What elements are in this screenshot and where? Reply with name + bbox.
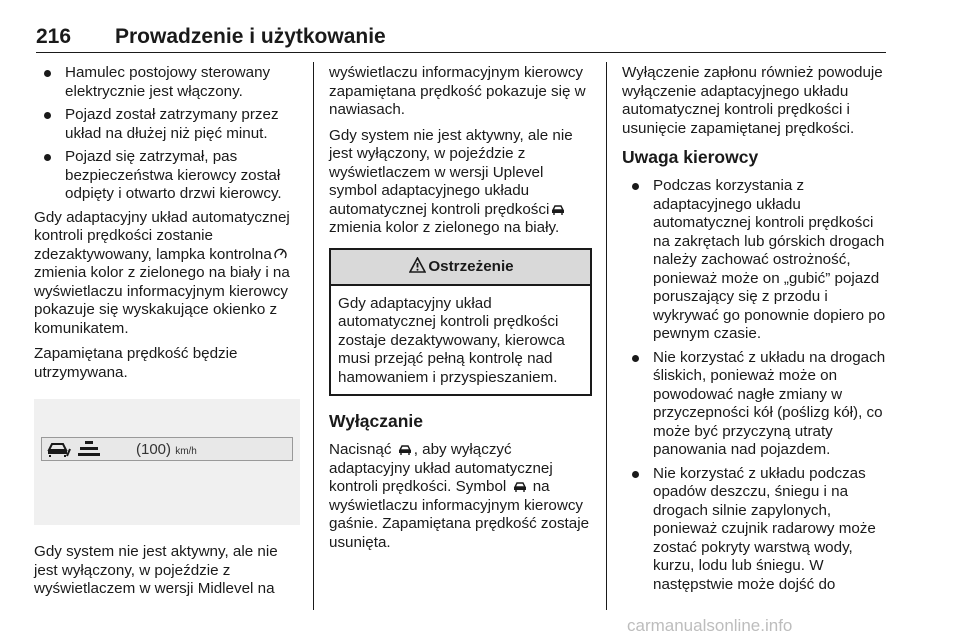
column-2 xyxy=(329,64,592,559)
warning-header xyxy=(331,250,590,286)
section-heading: Wyłączanie xyxy=(329,411,424,431)
page-number: 216 xyxy=(36,25,72,48)
column-1 xyxy=(34,64,300,606)
bullet-icon xyxy=(632,471,639,478)
warning-box xyxy=(329,248,592,397)
speed-unit: km/h xyxy=(175,446,197,457)
cruise-control-lamp-icon xyxy=(274,247,287,261)
paragraph: Wyłączenie zapłonu również powoduje wyłączenie adaptacyjnego układu automatycznej kontroli prędkości i usunięcie zapamiętanej prędkości. xyxy=(622,64,883,137)
stored-speed: (100) km/h xyxy=(136,441,197,458)
warning-text: Gdy adaptacyjny układ automatycznej kontroli prędkości zostaje dezaktywowany, kierowca musi przejąć pełną kontrolę nad hamowaniem i przyspieszaniem. xyxy=(338,294,565,386)
bullet-icon xyxy=(632,183,639,190)
page-header xyxy=(36,25,886,51)
adaptive-cruise-car-icon xyxy=(46,440,72,458)
column-divider-1 xyxy=(313,62,314,610)
display-illustration xyxy=(34,399,300,525)
list-item: Pojazd został zatrzymany przez układ na dłużej niż pięć minut. xyxy=(34,106,300,143)
list-item: Pojazd się zatrzymał, pas bezpieczeństwa kierowcy został odpięty i otwarto drzwi kierowcy. xyxy=(34,148,300,204)
list-item: Podczas korzystania z adaptacyjnego układu automatycznej kontroli prędkości na zakrętach lub górskich drogach należy zachować ostrożność, ponieważ może on „gubić” pojazd poruszający się z przodu i wykrywać go ponownie dopiero po pewnym czasie. xyxy=(622,177,888,344)
warning-title: Ostrzeżenie xyxy=(428,257,514,275)
adaptive-cruise-button-icon xyxy=(398,443,412,456)
paragraph: Gdy adaptacyjny układ automatycznej kontroli prędkości zostanie zdezaktywowany, lampka kontrolnazmienia kolor z zielonego na biały i na wyświetlaczu informacyjnym kierowcy pokazuje się wyskakujące okienko z komunikatem. xyxy=(34,208,290,337)
bullet-icon xyxy=(44,70,51,77)
driver-notes-list xyxy=(622,177,888,594)
list-item: Nie korzystać z układu podczas opadów deszczu, śniegu i na drogach silnie zapylonych, ponieważ czujnik radarowy może zostać pokryty warstwą wody, kurzu, lodu lub śniegu. W następstwie może dojść do xyxy=(622,465,888,595)
warning-triangle-icon xyxy=(409,257,426,273)
list-item: Nie korzystać z układu na drogach śliskich, ponieważ może on powodować nagłe zmiany w przyczepności kół (poślizg kół), co może być przyczyną utraty panowania nad pojazdem. xyxy=(622,349,888,460)
adaptive-cruise-symbol-icon xyxy=(551,203,565,216)
paragraph: Gdy system nie jest aktywny, ale nie jest wyłączony, w pojeździe z wyświetlaczem w wersji Uplevel symbol adaptacyjnego układu automatycznej kontroli prędkościzmienia kolor z zielonego na biały. xyxy=(329,126,573,236)
paragraph: Zapamiętana prędkość będzie utrzymywana. xyxy=(34,345,238,381)
bullet-icon xyxy=(44,112,51,119)
paragraph: wyświetlaczu informacyjnym kierowcy zapamiętana prędkość pokazuje się w nawiasach. xyxy=(329,64,586,118)
display-bar xyxy=(41,437,293,461)
watermark: carmanualsonline.info xyxy=(627,616,793,635)
paragraph: Nacisnąć , aby wyłączyć adaptacyjny układ automatycznej kontroli prędkości. Symbol na wyświetlaczu informacyjnym kierowcy gaśnie. Zapamiętana prędkość zostaje usunięta. xyxy=(329,441,590,551)
following-distance-icon xyxy=(78,441,100,457)
column-3 xyxy=(622,64,888,599)
bullet-icon xyxy=(44,154,51,161)
list-item: Hamulec postojowy sterowany elektrycznie jest włączony. xyxy=(34,64,300,101)
paragraph: Gdy system nie jest aktywny, ale nie jest wyłączony, w pojeździe z wyświetlaczem w wersji Midlevel na xyxy=(34,543,278,597)
bullet-icon xyxy=(632,355,639,362)
column-divider-2 xyxy=(606,62,607,610)
running-title: Prowadzenie i użytkowanie xyxy=(115,25,386,48)
condition-list xyxy=(34,64,300,204)
header-rule xyxy=(36,52,886,53)
adaptive-cruise-symbol-icon xyxy=(513,480,527,493)
section-heading: Uwaga kierowcy xyxy=(622,147,759,167)
